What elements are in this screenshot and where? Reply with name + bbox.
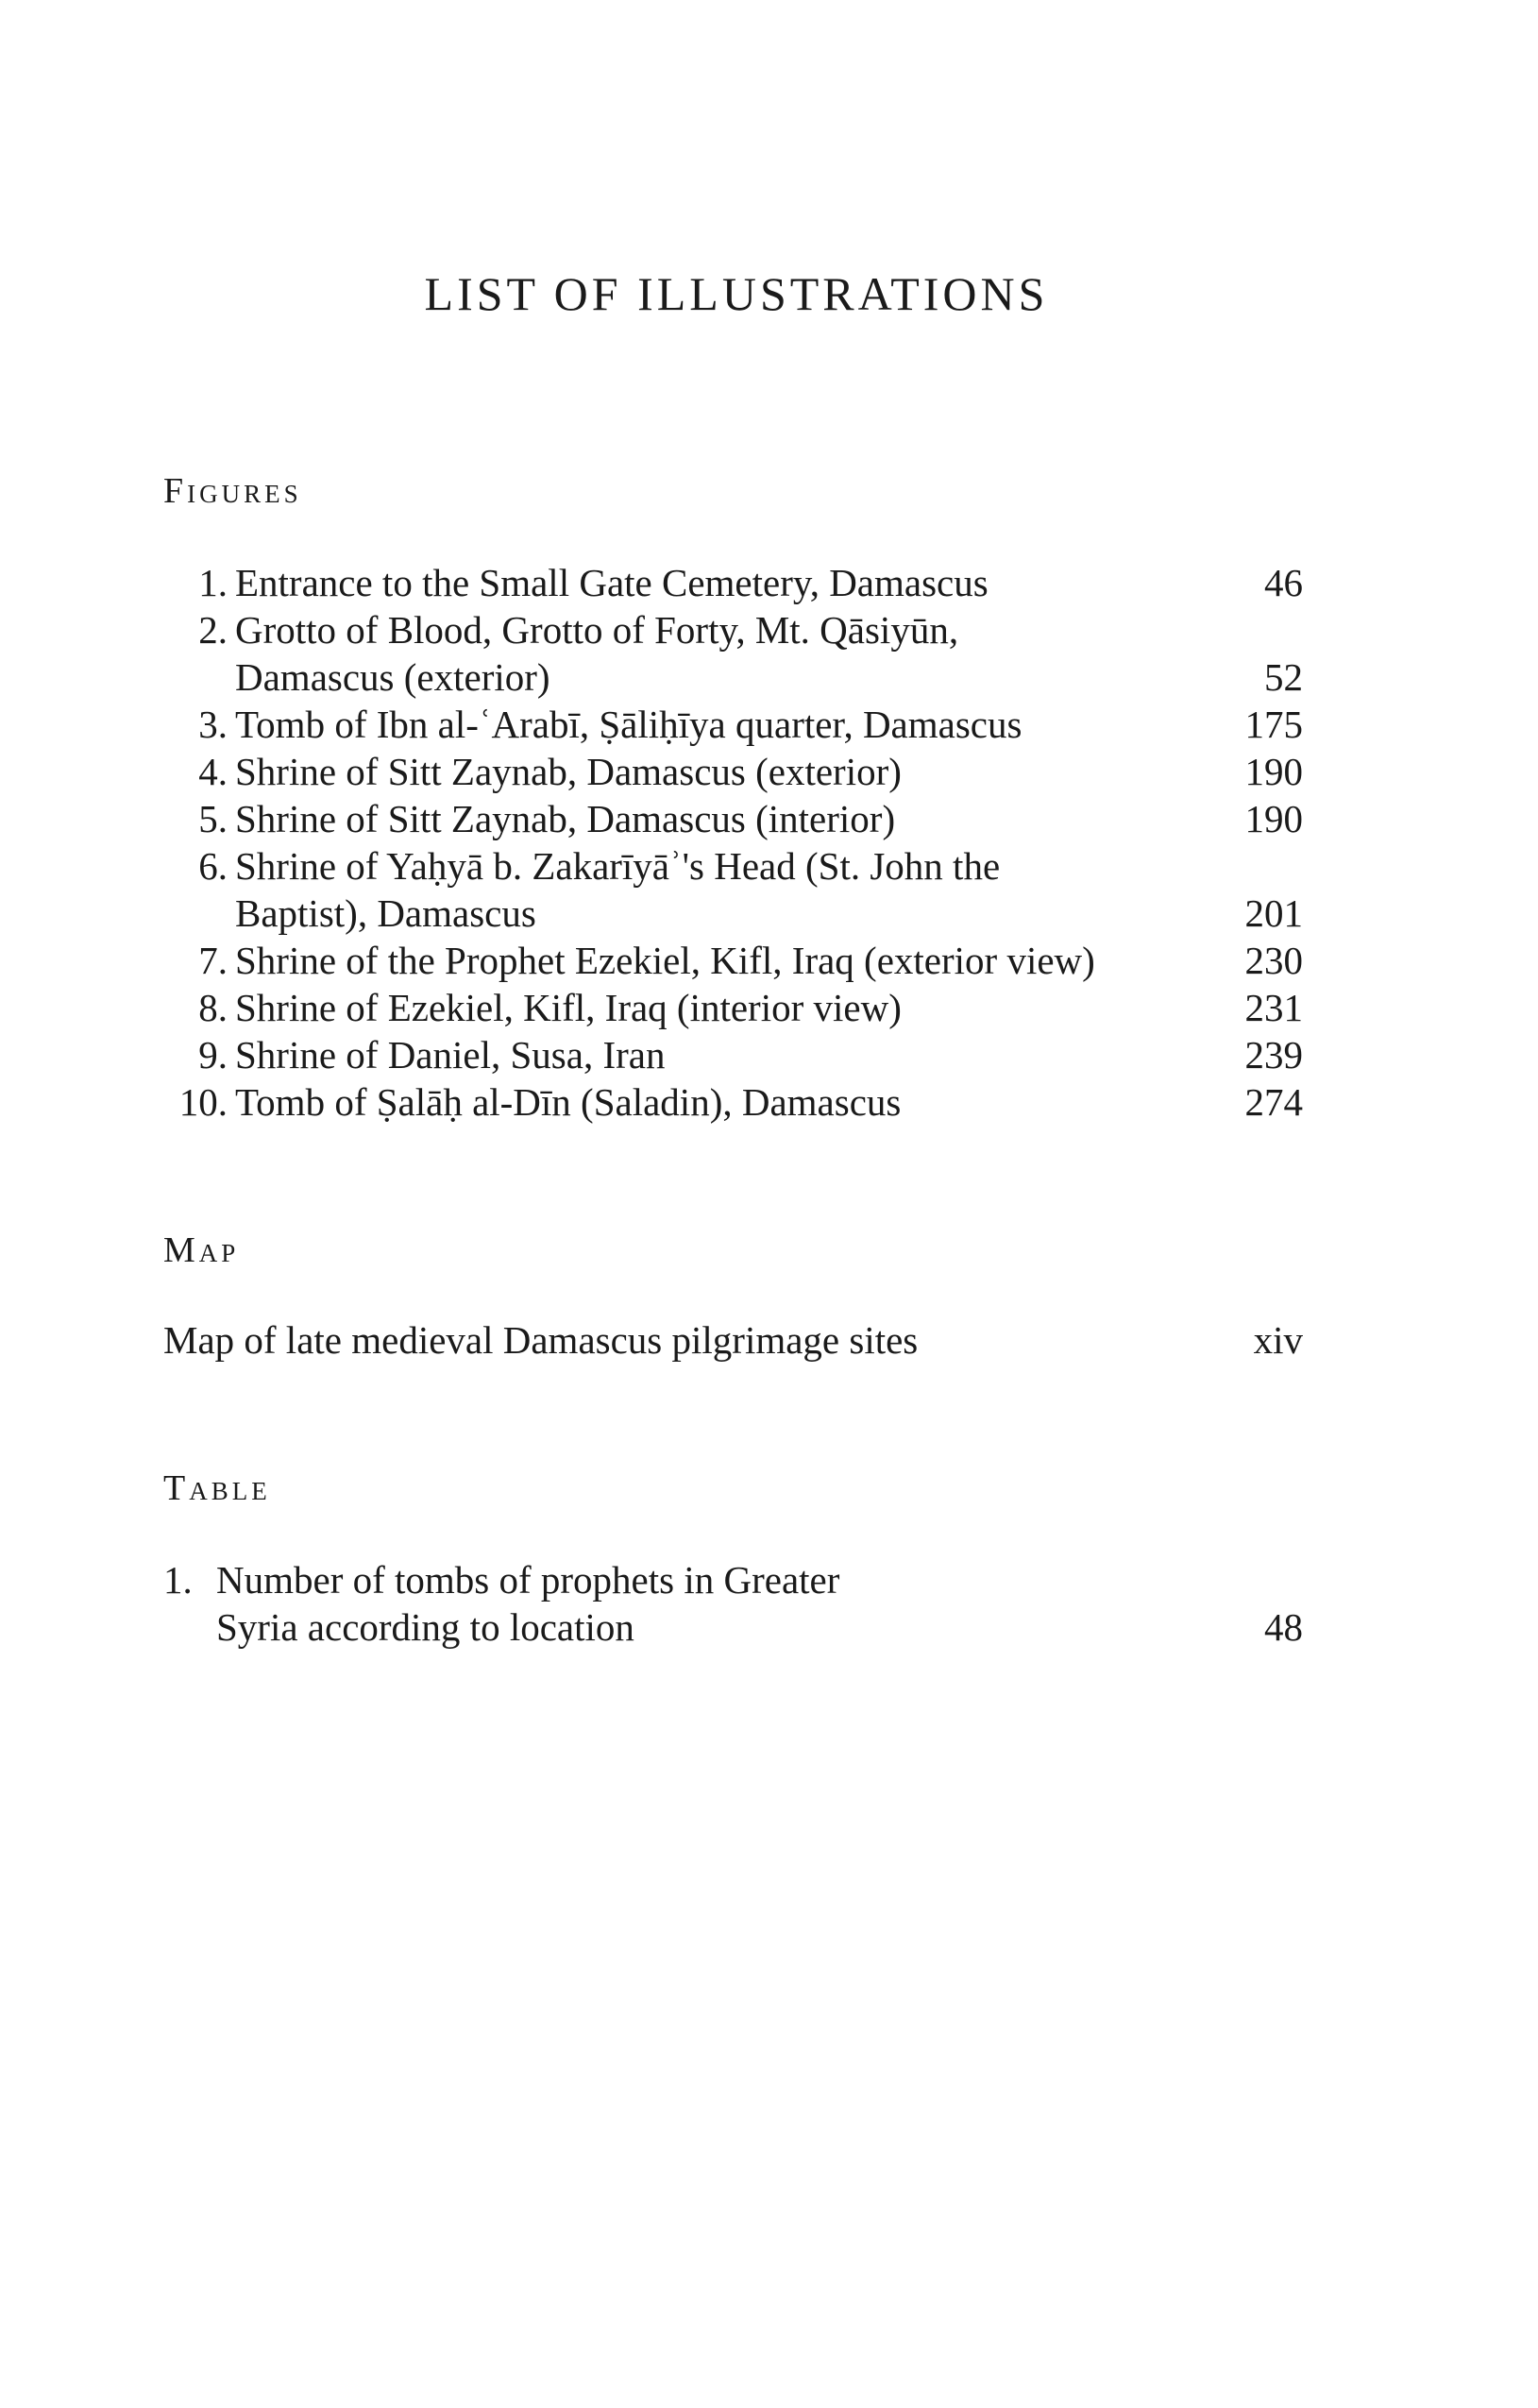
map-list xyxy=(163,1316,1303,1364)
item-number: 9. xyxy=(198,1033,228,1077)
item-number: 5. xyxy=(198,797,228,840)
item-page: xiv xyxy=(1253,1318,1303,1362)
list-item xyxy=(163,1031,1303,1078)
item-title: Tomb of Ibn al-ʿArabī, Ṣāliḥīya quarter, Damascus xyxy=(235,703,1023,746)
item-number: 10. xyxy=(178,1080,228,1124)
item-number: 8. xyxy=(198,986,228,1029)
item-page: 201 xyxy=(1244,891,1303,935)
item-page: 231 xyxy=(1244,986,1303,1029)
item-title: Shrine of Daniel, Susa, Iran xyxy=(235,1033,666,1077)
item-page: 190 xyxy=(1244,797,1303,840)
item-number: 7. xyxy=(198,939,228,982)
list-item xyxy=(163,1316,1303,1364)
list-item xyxy=(163,748,1303,795)
page-title: LIST OF ILLUSTRATIONS xyxy=(424,267,1049,320)
table-heading: Table xyxy=(163,1468,271,1508)
figures-heading: Figures xyxy=(163,471,302,511)
list-item xyxy=(163,1078,1303,1126)
item-title: Tomb of Ṣalāḥ al-Dīn (Saladin), Damascus xyxy=(235,1080,902,1124)
list-item xyxy=(163,937,1303,984)
map-heading: Map xyxy=(163,1230,240,1270)
item-number: 6. xyxy=(198,844,228,888)
item-number: 1. xyxy=(198,561,228,604)
item-title: Map of late medieval Damascus pilgrimage sites xyxy=(163,1318,919,1362)
item-page: 46 xyxy=(1264,561,1303,604)
item-page: 190 xyxy=(1244,750,1303,793)
list-item xyxy=(163,984,1303,1031)
item-title: Number of tombs of prophets in Greater Syria according to location xyxy=(216,1558,840,1649)
item-title: Shrine of the Prophet Ezekiel, Kifl, Iraq (exterior view) xyxy=(235,939,1095,982)
item-number: 1. xyxy=(163,1558,193,1602)
item-title: Shrine of Sitt Zaynab, Damascus (exterior) xyxy=(235,750,902,793)
item-number: 4. xyxy=(198,750,228,793)
figures-list xyxy=(163,559,1303,1126)
item-page: 48 xyxy=(1264,1605,1303,1649)
item-title: Shrine of Ezekiel, Kifl, Iraq (interior view) xyxy=(235,986,902,1029)
table-list xyxy=(163,1556,1303,1651)
item-number: 3. xyxy=(198,703,228,746)
item-page: 175 xyxy=(1244,703,1303,746)
list-item xyxy=(163,795,1303,842)
list-item xyxy=(163,1556,1303,1651)
list-item xyxy=(163,842,1303,937)
item-title: Grotto of Blood, Grotto of Forty, Mt. Qāsiyūn, Damascus (exterior) xyxy=(235,608,959,699)
list-item xyxy=(163,606,1303,701)
item-number: 2. xyxy=(198,608,228,652)
item-page: 52 xyxy=(1264,655,1303,699)
list-item xyxy=(163,701,1303,748)
list-item xyxy=(163,559,1303,606)
item-page: 230 xyxy=(1244,939,1303,982)
item-title: Shrine of Yaḥyā b. Zakarīyāʾ's Head (St. John the Baptist), Damascus xyxy=(235,844,1001,935)
item-title: Entrance to the Small Gate Cemetery, Damascus xyxy=(235,561,989,604)
item-title: Shrine of Sitt Zaynab, Damascus (interior) xyxy=(235,797,896,840)
item-page: 239 xyxy=(1244,1033,1303,1077)
item-page: 274 xyxy=(1244,1080,1303,1124)
